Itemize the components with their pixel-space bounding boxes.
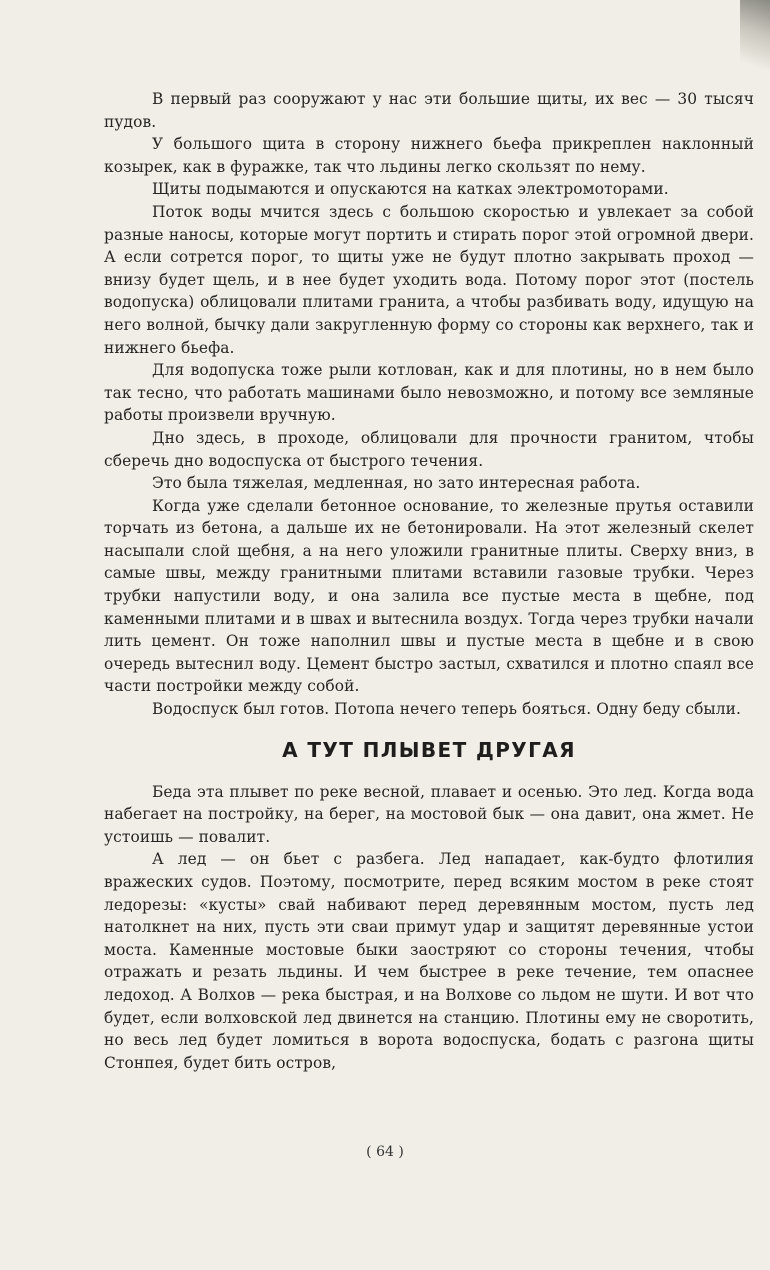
paragraph: В первый раз сооружают у нас эти большие щиты, их вес — 30 тысяч пудов. <box>104 90 754 131</box>
paragraph: Дно здесь, в проходе, облицовали для прочности гранитом, чтобы сберечь дно водоспуска от быстрого течения. <box>104 428 754 470</box>
paragraph: Беда эта плывет по реке весной, плавает и осенью. Это лед. Когда вода набегает на постройку, на берег, на мостовой бык — она давит, она жмет. Не устоишь — повалит. <box>104 782 754 846</box>
page-corner-shadow <box>740 0 770 70</box>
paragraph: Когда уже сделали бетонное основание, то железные прутья оставили торчать из бетона, а дальше их не бетонировали. На этот железный скелет насыпали слой щебня, а на него уложили гранитные плиты. Сверху вниз, в самые швы, между гранитными плитами вставили газовые трубки. Через трубки напустили воду, и она залила все пустые места в щебне, под каменными плитами и в швах и вытеснила воздух. Тогда через трубки начали лить цемент. Он тоже наполнил швы и пустые места в щебне и в свою очередь вытеснил воду. Цемент быстро застыл, схватился и плотно спаял все части постройки между собой. <box>104 496 754 696</box>
paragraph: У большого щита в сторону нижнего бьефа прикреплен наклонный козырек, как в фуражке, так что льдины легко скользят по нему. <box>104 135 754 176</box>
body-text <box>104 88 754 1074</box>
section-heading: А ТУТ ПЛЫВЕТ ДРУГАЯ <box>282 737 576 762</box>
paragraph: Водоспуск был готов. Потопа нечего теперь бояться. Одну беду сбыли. <box>152 700 742 719</box>
paragraph: Поток воды мчится здесь с большою скоростью и увлекает за собой разные наносы, которые могут портить и стирать порог этой огромной двери. А если сотрется порог, то щиты уже не будут плотно закрывать проход — внизу будет щель, и в нее будет уходить вода. Потому порог этот (постель водопуска) облицовали плитами гранита, а чтобы разбивать воду, идущую на него волной, бычку дали закругленную форму со стороны как верхнего, так и нижнего бьефа. <box>104 202 754 357</box>
paragraph: Это была тяжелая, медленная, но зато интересная работа. <box>152 474 641 493</box>
paragraph: Щиты подымаются и опускаются на катках электромоторами. <box>152 180 669 199</box>
paragraph: А лед — он бьет с разбега. Лед нападает, как-будто флотилия вражеских судов. Поэтому, посмотрите, перед всяким мостом в реке стоят ледорезы: «кусты» свай набивают перед деревянным мостом, пусть лед натолкнет на них, пусть эти сваи примут удар и защитят деревянные устои моста. Каменные мостовые быки заостряют со стороны течения, чтобы отражать и резать льдины. И чем быстрее в реке течение, тем опаснее ледоход. А Волхов — река быстрая, и на Волхове со льдом не шути. И вот что будет, если волховской лед двинется на станцию. Плотины ему не своротить, но весь лед будет ломиться в ворота водоспуска, бодать с разгона щиты Стонпея, будет бить остров, <box>104 850 754 1072</box>
page-number: ( 64 ) <box>366 1144 404 1160</box>
paragraph: Для водопуска тоже рыли котлован, как и для плотины, но в нем было так тесно, что работать машинами было невозможно, и потому все земляные работы произвели вручную. <box>104 361 754 425</box>
